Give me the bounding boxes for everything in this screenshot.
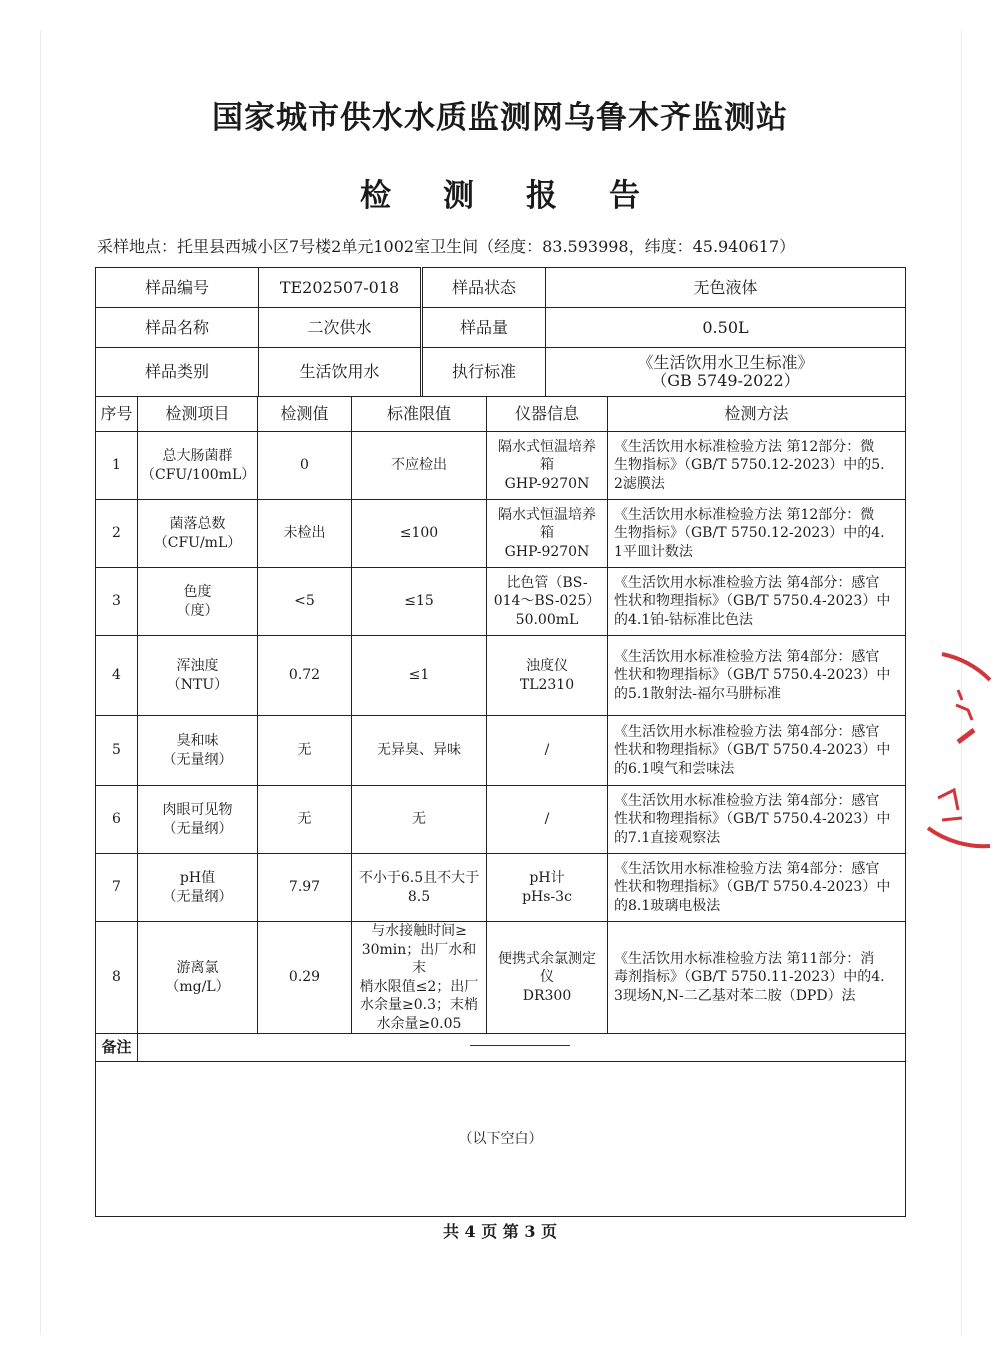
- test-method-line: 性状和物理指标》（GB/T 5750.4-2023）中: [614, 742, 891, 759]
- test-method-line: 毒剂指标》（GB/T 5750.11-2023）中的4.: [614, 969, 885, 986]
- test-method-line: 2滤膜法: [614, 475, 665, 492]
- header-cell: 检测项目: [138, 397, 258, 432]
- standard-limit-line: 梢水限值≤2；出厂: [359, 978, 479, 995]
- test-method-line: 的8.1玻璃电极法: [614, 897, 721, 914]
- test-method-line: 生物指标》（GB/T 5750.12-2023）中的5.: [614, 457, 885, 474]
- sample-state-value: 无色液体: [546, 268, 906, 308]
- test-method-line: 3现场N,N-二乙基对苯二胺（DPD）法: [614, 987, 856, 1004]
- report-title: [0, 170, 1000, 215]
- blank-note: （以下空白）: [96, 1062, 906, 1217]
- standard-limit: [352, 568, 487, 636]
- sample-type-value: 生活饮用水: [259, 348, 422, 397]
- sampling-location: 采样地点：托里县西城小区7号楼2单元1002室卫生间（经度：83.593998，纬度：45.940617）: [97, 237, 796, 256]
- info-row: [96, 268, 906, 308]
- test-item-line: （CFU/mL）: [153, 534, 242, 551]
- standard-limit-line: 无异臭、异味: [377, 742, 461, 759]
- blank-row: [96, 1062, 906, 1217]
- test-method-line: 《生活饮用水标准检验方法 第12部分：微: [614, 438, 875, 455]
- standard-value: [546, 348, 906, 397]
- test-value: 无: [258, 716, 352, 786]
- test-method: [608, 716, 906, 786]
- table-row: [96, 500, 906, 568]
- standard-limit-line: 水余量≥0.05: [376, 1015, 462, 1032]
- instrument-line: 便携式余氯测定: [498, 950, 596, 967]
- remark-dash-line: [470, 1045, 570, 1046]
- sample-type-label: 样品类别: [96, 348, 259, 397]
- test-item-line: （NTU）: [166, 676, 229, 693]
- test-value: 无: [258, 786, 352, 854]
- instrument-line: 隔水式恒温培养: [498, 438, 596, 455]
- test-method-line: 《生活饮用水标准检验方法 第12部分：微: [614, 506, 875, 523]
- standard-limit-line: ≤15: [404, 593, 434, 610]
- test-method-line: 的5.1散射法-福尔马肼标准: [614, 685, 781, 702]
- table-row: [96, 568, 906, 636]
- instrument-line: DR300: [522, 987, 572, 1004]
- results-table: [95, 396, 906, 1217]
- table-row: [96, 854, 906, 922]
- test-method-line: 《生活饮用水标准检验方法 第4部分：感官: [614, 723, 880, 740]
- test-method-line: 《生活饮用水标准检验方法 第4部分：感官: [614, 792, 880, 809]
- standard-limit: [352, 500, 487, 568]
- standard-line: （GB 5749-2022）: [651, 371, 800, 390]
- test-item-line: 臭和味: [176, 733, 219, 749]
- standard-limit: [352, 716, 487, 786]
- test-method: [608, 432, 906, 500]
- report-title-char: 检: [360, 178, 391, 214]
- test-item-line: 肉眼可见物: [162, 802, 233, 818]
- instrument-line: pHs-3c: [522, 888, 572, 905]
- instrument-info: [487, 716, 608, 786]
- test-value: 未检出: [258, 500, 352, 568]
- instrument-info: [487, 854, 608, 922]
- test-value: 7.97: [258, 854, 352, 922]
- standard-limit-line: 水余量≥0.3；末梢: [360, 997, 478, 1013]
- sample-qty-label: 样品量: [422, 308, 546, 348]
- standard-limit: [352, 786, 487, 854]
- info-row: [96, 308, 906, 348]
- test-method-line: 《生活饮用水标准检验方法 第4部分：感官: [614, 860, 880, 877]
- standard-limit-line: 30min；出厂水和末: [361, 941, 477, 976]
- test-method-line: 性状和物理指标》（GB/T 5750.4-2023）中: [614, 667, 891, 684]
- instrument-line: /: [544, 742, 550, 759]
- test-method-line: 的4.1铂-钴标准比色法: [614, 611, 753, 628]
- test-method-line: 的6.1嗅气和尝味法: [614, 760, 735, 777]
- table-row: [96, 786, 906, 854]
- test-item: [138, 854, 258, 922]
- test-item-line: （无量纲）: [162, 820, 233, 837]
- page-number: 共 4 页 第 3 页: [442, 1222, 558, 1241]
- test-value: 0.29: [258, 922, 352, 1034]
- test-method-line: 的7.1直接观察法: [614, 829, 721, 846]
- instrument-info: [487, 786, 608, 854]
- standard-limit-line: 无: [412, 811, 426, 828]
- header-cell: 检测值: [258, 397, 352, 432]
- instrument-info: [487, 500, 608, 568]
- test-method: [608, 922, 906, 1034]
- test-method: [608, 854, 906, 922]
- test-value: 0.72: [258, 636, 352, 716]
- test-method: [608, 786, 906, 854]
- standard-limit-line: 不应检出: [391, 457, 447, 474]
- test-item-line: （CFU/100mL）: [141, 466, 256, 483]
- test-item-line: 菌落总数: [169, 516, 226, 532]
- sample-name-label: 样品名称: [96, 308, 259, 348]
- report-title-char: 告: [609, 178, 640, 214]
- table-row: [96, 922, 906, 1034]
- table-row: [96, 432, 906, 500]
- test-item: [138, 432, 258, 500]
- test-item: [138, 568, 258, 636]
- table-row: [96, 716, 906, 786]
- report-title-char: 测: [443, 178, 474, 214]
- instrument-info: [487, 922, 608, 1034]
- test-method: [608, 636, 906, 716]
- test-item-line: 色度: [183, 584, 212, 600]
- sample-state-label: 样品状态: [422, 268, 546, 308]
- instrument-info: [487, 636, 608, 716]
- standard-label: 执行标准: [422, 348, 546, 397]
- instrument-line: 50.00mL: [515, 611, 579, 628]
- row-number: 6: [96, 786, 138, 854]
- test-item-line: 总大肠菌群: [162, 448, 233, 464]
- sample-info-table: [95, 267, 906, 397]
- test-value: 0: [258, 432, 352, 500]
- test-item: [138, 500, 258, 568]
- standard-limit-line: ≤1: [408, 667, 430, 684]
- instrument-line: GHP-9270N: [504, 475, 590, 492]
- instrument-line: 箱: [540, 525, 554, 542]
- sample-no-value: TE202507-018: [259, 268, 422, 308]
- info-row: [96, 348, 906, 397]
- instrument-line: 箱: [540, 457, 554, 474]
- header-row: [96, 397, 906, 432]
- remark-row: [96, 1034, 906, 1062]
- header-cell: 标准限值: [352, 397, 487, 432]
- instrument-line: 仪: [540, 969, 554, 986]
- row-number: 3: [96, 568, 138, 636]
- sample-no-label: 样品编号: [96, 268, 259, 308]
- instrument-line: 隔水式恒温培养: [498, 506, 596, 523]
- test-method-line: 《生活饮用水标准检验方法 第4部分：感官: [614, 648, 880, 665]
- instrument-info: [487, 568, 608, 636]
- table-row: [96, 636, 906, 716]
- test-item-line: 浑浊度: [176, 658, 219, 674]
- test-item-line: （度）: [176, 602, 219, 619]
- sample-qty-value: 0.50L: [546, 308, 906, 348]
- standard-limit-line: 与水接触时间≥: [371, 923, 467, 939]
- test-item: [138, 786, 258, 854]
- instrument-line: 浊度仪: [526, 658, 568, 674]
- test-item-line: pH值: [179, 870, 216, 886]
- header-cell: 检测方法: [608, 397, 906, 432]
- standard-limit: [352, 922, 487, 1034]
- test-item-line: 游离氯: [176, 960, 219, 976]
- test-method: [608, 568, 906, 636]
- test-method-line: 性状和物理指标》（GB/T 5750.4-2023）中: [614, 879, 891, 896]
- remark-label: 备注: [96, 1034, 138, 1062]
- instrument-line: GHP-9270N: [504, 543, 590, 560]
- row-number: 2: [96, 500, 138, 568]
- test-item: [138, 636, 258, 716]
- standard-limit: [352, 432, 487, 500]
- report-title-char: 报: [526, 178, 557, 214]
- standard-limit: [352, 854, 487, 922]
- instrument-line: TL2310: [519, 676, 575, 693]
- test-item: [138, 922, 258, 1034]
- test-item-line: （无量纲）: [162, 751, 233, 768]
- org-title: 国家城市供水水质监测网乌鲁木齐监测站: [212, 100, 788, 136]
- instrument-line: 014～BS-025）: [493, 593, 601, 610]
- row-number: 7: [96, 854, 138, 922]
- test-item: [138, 716, 258, 786]
- standard-limit: [352, 636, 487, 716]
- header-cell: 仪器信息: [487, 397, 608, 432]
- instrument-line: 比色管（BS-: [506, 574, 588, 591]
- test-method-line: 1平皿计数法: [614, 543, 693, 560]
- test-item-line: （mg/L）: [165, 978, 230, 995]
- row-number: 4: [96, 636, 138, 716]
- test-method: [608, 500, 906, 568]
- standard-limit-line: 不小于6.5且不大于: [358, 870, 480, 886]
- standard-line: 《生活饮用水卫生标准》: [637, 353, 814, 372]
- row-number: 8: [96, 922, 138, 1034]
- standard-limit-line: ≤100: [399, 525, 439, 542]
- test-method-line: 《生活饮用水标准检验方法 第11部分：消: [614, 950, 875, 967]
- instrument-line: pH计: [529, 870, 565, 886]
- row-number: 5: [96, 716, 138, 786]
- test-method-line: 生物指标》（GB/T 5750.12-2023）中的4.: [614, 525, 885, 542]
- instrument-info: [487, 432, 608, 500]
- test-item-line: （无量纲）: [162, 888, 233, 905]
- test-method-line: 性状和物理指标》（GB/T 5750.4-2023）中: [614, 811, 891, 828]
- standard-limit-line: 8.5: [407, 888, 431, 905]
- row-number: 1: [96, 432, 138, 500]
- remark-content: [138, 1034, 906, 1062]
- instrument-line: /: [544, 811, 550, 828]
- test-method-line: 性状和物理指标》（GB/T 5750.4-2023）中: [614, 593, 891, 610]
- sample-name-value: 二次供水: [259, 308, 422, 348]
- official-seal-stamp: [928, 650, 990, 850]
- test-value: <5: [258, 568, 352, 636]
- header-cell: 序号: [96, 397, 138, 432]
- test-method-line: 《生活饮用水标准检验方法 第4部分：感官: [614, 574, 880, 591]
